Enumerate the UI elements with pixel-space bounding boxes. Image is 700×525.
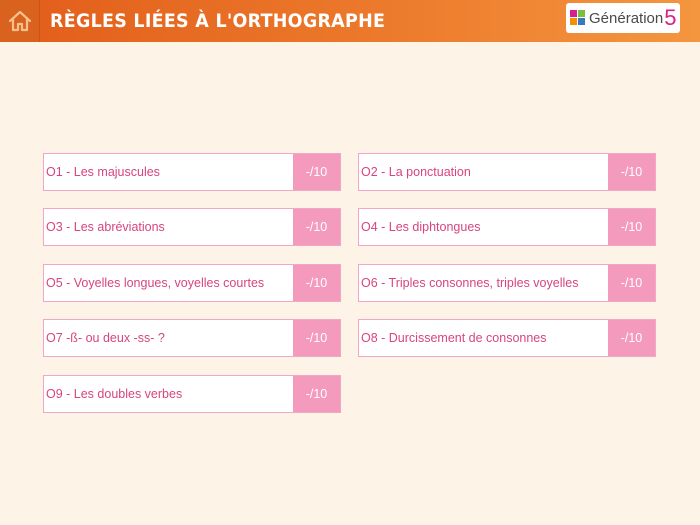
item-score: -/10 — [608, 320, 655, 356]
logo-number: 5 — [664, 5, 677, 30]
item-label: O1 - Les majuscules — [46, 165, 160, 179]
item-label: O7 -ß- ou deux -ss- ? — [46, 331, 165, 345]
item-score: -/10 — [293, 154, 340, 190]
list-item-o7[interactable] — [43, 319, 341, 357]
item-label: O6 - Triples consonnes, triples voyelles — [361, 276, 579, 290]
list-item-o2[interactable] — [358, 153, 656, 191]
item-score: -/10 — [293, 320, 340, 356]
page-title: RÈGLES LIÉES À L'ORTHOGRAPHE — [50, 10, 386, 32]
item-score: -/10 — [293, 209, 340, 245]
item-label: O8 - Durcissement de consonnes — [361, 331, 547, 345]
list-item-o3[interactable] — [43, 208, 341, 246]
list-item-o8[interactable] — [358, 319, 656, 357]
item-label: O9 - Les doubles verbes — [46, 387, 183, 401]
item-score: -/10 — [293, 376, 340, 412]
logo-text: Génération — [589, 9, 664, 27]
item-label: O2 - La ponctuation — [361, 165, 471, 179]
item-score: -/10 — [608, 265, 655, 301]
list-item-o5[interactable] — [43, 264, 341, 302]
item-score: -/10 — [293, 265, 340, 301]
item-label: O4 - Les diphtongues — [361, 220, 481, 234]
list-item-o4[interactable] — [358, 208, 656, 246]
item-score: -/10 — [608, 154, 655, 190]
item-score: -/10 — [608, 209, 655, 245]
list-item-o9[interactable] — [43, 375, 341, 413]
list-item-o1[interactable] — [43, 153, 341, 191]
list-item-o6[interactable] — [358, 264, 656, 302]
item-label: O5 - Voyelles longues, voyelles courtes — [46, 276, 265, 290]
item-label: O3 - Les abréviations — [46, 220, 165, 234]
